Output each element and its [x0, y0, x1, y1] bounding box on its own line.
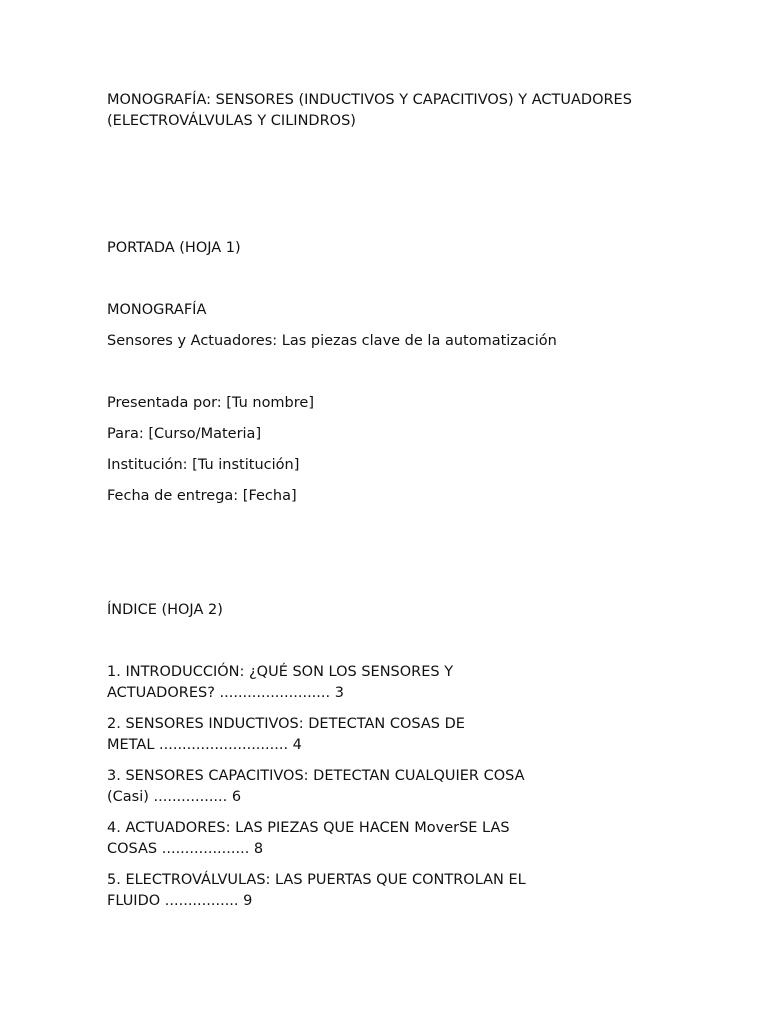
cover-due-date: Fecha de entrega: [Fecha] [107, 488, 297, 504]
cover-heading: PORTADA (HOJA 1) [107, 240, 241, 256]
cover-subtitle: Sensores y Actuadores: Las piezas clave de la automatización [107, 333, 557, 349]
cover-presented-by: Presentada por: [Tu nombre] [107, 395, 314, 411]
index-heading: ÍNDICE (HOJA 2) [107, 602, 223, 618]
document-page [107, 90, 667, 922]
toc-item: 5. ELECTROVÁLVULAS: LAS PUERTAS QUE CONTROLAN EL FLUIDO ................ 9 [107, 872, 526, 909]
toc-item: 2. SENSORES INDUCTIVOS: DETECTAN COSAS DE METAL ............................ 4 [107, 716, 465, 753]
document-title: MONOGRAFÍA: SENSORES (INDUCTIVOS Y CAPACITIVOS) Y ACTUADORES (ELECTROVÁLVULAS Y CILINDROS) [107, 92, 632, 129]
cover-institution: Institución: [Tu institución] [107, 457, 300, 473]
toc-item: 4. ACTUADORES: LAS PIEZAS QUE HACEN MoverSE LAS COSAS ................... 8 [107, 820, 510, 857]
cover-for: Para: [Curso/Materia] [107, 426, 262, 442]
toc-item: 3. SENSORES CAPACITIVOS: DETECTAN CUALQUIER COSA (Casi) ................ 6 [107, 768, 525, 805]
toc-item: 1. INTRODUCCIÓN: ¿QUÉ SON LOS SENSORES Y ACTUADORES? ........................ 3 [107, 664, 454, 701]
cover-label: MONOGRAFÍA [107, 302, 207, 318]
